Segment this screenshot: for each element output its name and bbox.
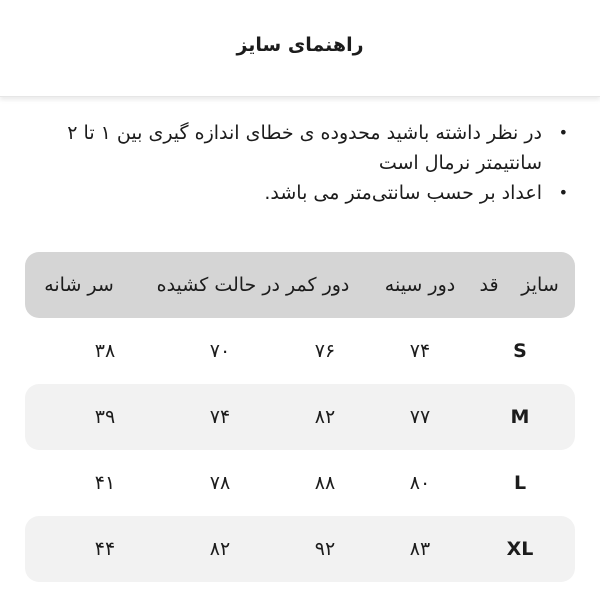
table-header-row — [25, 252, 575, 318]
column-header-size: سایز — [521, 274, 559, 296]
cell-height: ۸۳ — [409, 538, 431, 560]
column-header-shoulder: سر شانه — [44, 274, 114, 296]
cell-height: ۷۴ — [409, 340, 431, 362]
page-header — [0, 0, 600, 97]
cell-chest: ۸۲ — [314, 406, 336, 428]
table-row — [25, 384, 575, 450]
page-title: راهنمای سایز — [236, 34, 364, 56]
cell-height: ۸۰ — [409, 472, 431, 494]
cell-waist: ۷۸ — [209, 472, 231, 494]
note-text: در نظر داشته باشید محدوده ی خطای اندازه گیری بین ۱ تا ۲ سانتیمتر نرمال است — [67, 122, 542, 174]
cell-shoulder: ۴۴ — [94, 538, 116, 560]
cell-size: L — [513, 472, 527, 494]
column-header-height: قد — [479, 274, 499, 296]
note-text: اعداد بر حسب سانتی‌متر می باشد. — [264, 182, 542, 204]
cell-waist: ۸۲ — [209, 538, 231, 560]
cell-size: S — [513, 340, 527, 362]
bullet-icon: • — [558, 123, 568, 142]
note-item — [30, 178, 570, 208]
cell-chest: ۷۶ — [314, 340, 336, 362]
column-header-waist: دور کمر در حالت کشیده — [156, 274, 350, 296]
note-item — [30, 118, 570, 178]
table-row — [25, 318, 575, 384]
size-notes — [30, 118, 570, 208]
cell-shoulder: ۴۱ — [94, 472, 116, 494]
size-table — [25, 252, 575, 582]
cell-waist: ۷۰ — [209, 340, 231, 362]
cell-shoulder: ۳۹ — [94, 406, 116, 428]
cell-height: ۷۷ — [409, 406, 431, 428]
column-header-chest: دور سینه — [384, 274, 456, 296]
table-row — [25, 450, 575, 516]
table-row — [25, 516, 575, 582]
cell-size: M — [510, 406, 530, 428]
cell-chest: ۹۲ — [314, 538, 336, 560]
cell-waist: ۷۴ — [209, 406, 231, 428]
cell-chest: ۸۸ — [314, 472, 336, 494]
cell-shoulder: ۳۸ — [94, 340, 116, 362]
cell-size: XL — [506, 538, 534, 560]
bullet-icon: • — [558, 183, 568, 202]
